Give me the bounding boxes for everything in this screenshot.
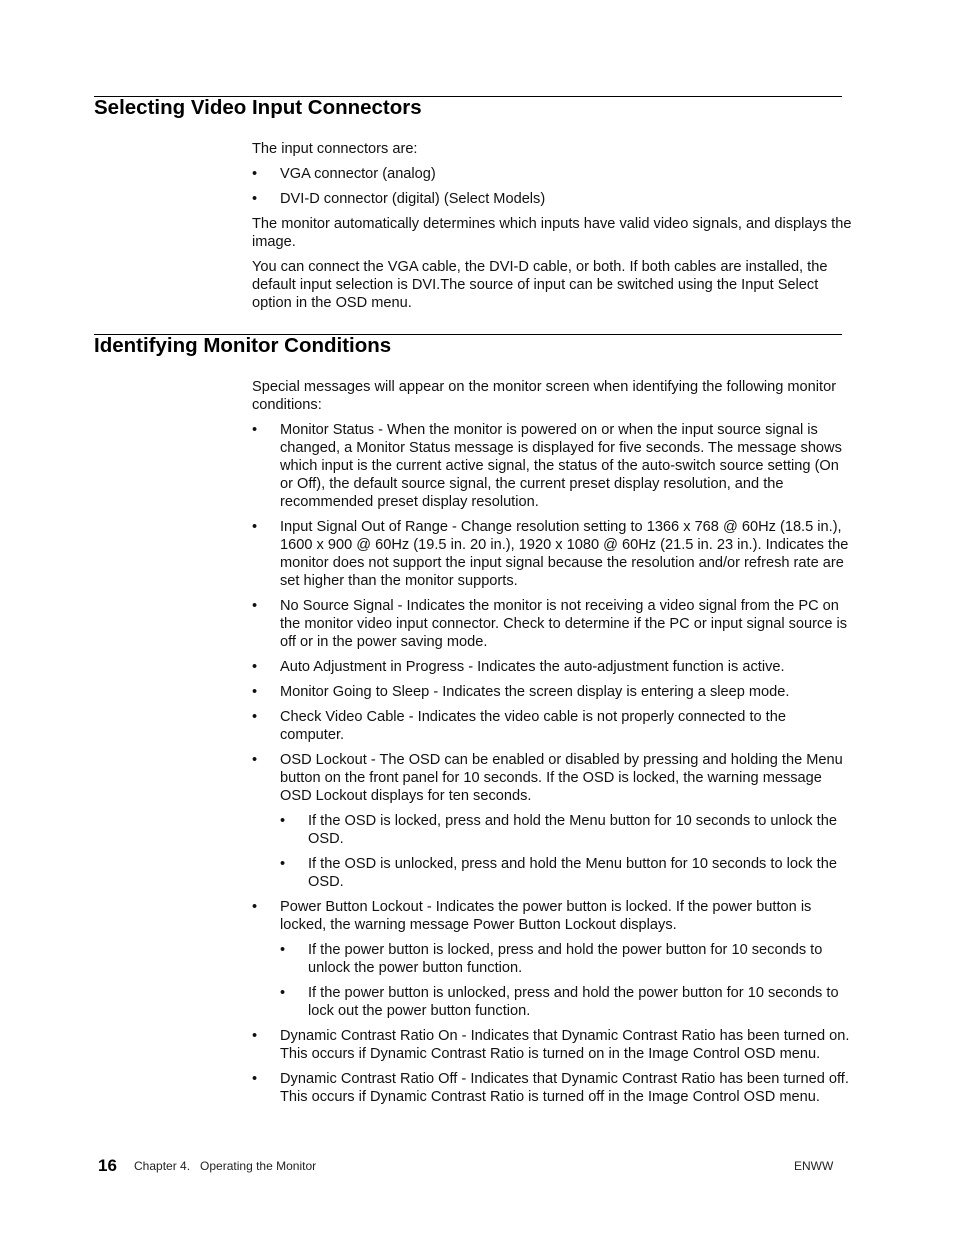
osd-lockout-sublist [280, 812, 852, 891]
list-item [252, 518, 852, 590]
list-item-text: Monitor Status - When the monitor is powered on or when the input source signal is changed, a Monitor Status message is displayed for five seconds. The message shows which input is the current active signal, the status of the auto-switch source setting (On or Off), the default source signal, the current preset display resolution, and the recommended preset display resolution. [280, 422, 842, 510]
bullet-icon: • [252, 899, 258, 915]
bullet-icon: • [252, 598, 258, 614]
list-item [252, 751, 852, 891]
connector-list [252, 165, 852, 208]
conditions-list [252, 421, 852, 1106]
bullet-icon: • [252, 684, 258, 700]
list-item [252, 190, 852, 208]
sub-list-item-text: If the OSD is unlocked, press and hold the Menu button for 10 seconds to lock the OSD. [308, 856, 837, 890]
bullet-icon: • [252, 1071, 258, 1087]
bullet-icon: • [252, 752, 258, 768]
chapter-number: Chapter 4. [134, 1159, 191, 1173]
section-heading-monitor-conditions: Identifying Monitor Conditions [94, 334, 392, 357]
bullet-icon: • [252, 519, 258, 535]
doc-code: ENWW [794, 1159, 834, 1173]
section-body-monitor-conditions [252, 378, 852, 1113]
intro-paragraph: Special messages will appear on the monitor screen when identifying the following monitor conditions: [252, 379, 837, 413]
section-heading-video-input: Selecting Video Input Connectors [94, 96, 422, 119]
sub-list-item [280, 941, 852, 977]
bullet-icon: • [280, 856, 286, 872]
sub-list-item-text: If the OSD is locked, press and hold the Menu button for 10 seconds to unlock the OSD. [308, 813, 837, 847]
list-item [252, 898, 852, 1020]
bullet-icon: • [252, 191, 258, 207]
bullet-icon: • [252, 1028, 258, 1044]
list-item-text: Power Button Lockout - Indicates the power button is locked. If the power button is locked, the warning message Power Button Lockout displays. [280, 899, 812, 933]
sub-list-item-text: If the power button is unlocked, press and hold the power button for 10 seconds to lock out the power button function. [308, 985, 839, 1019]
bullet-icon: • [280, 985, 286, 1001]
list-item [252, 708, 852, 744]
list-item-text: Auto Adjustment in Progress - Indicates the auto-adjustment function is active. [280, 659, 785, 675]
sub-list-item [280, 812, 852, 848]
list-item-text: Input Signal Out of Range - Change resolution setting to 1366 x 768 @ 60Hz (18.5 in.), 1600 x 900 @ 60Hz (19.5 in. 20 in.), 1920 x 1080 @ 60Hz (21.5 in. 23 in.). Indicates the monitor does not support the input signal because the resolution and/or refresh rate are set higher than the monitor supports. [280, 519, 849, 589]
section-body-video-input [252, 140, 852, 319]
list-item-text: OSD Lockout - The OSD can be enabled or disabled by pressing and holding the Menu button on the front panel for 10 seconds. If the OSD is locked, the warning message OSD Lockout displays for ten seconds. [280, 752, 843, 804]
chapter-title: Operating the Monitor [200, 1159, 317, 1173]
bullet-icon: • [252, 709, 258, 725]
list-item-text: DVI-D connector (digital) (Select Models) [280, 191, 546, 207]
body-paragraph: You can connect the VGA cable, the DVI-D cable, or both. If both cables are installed, the default input selection is DVI.The source of input can be switched using the Input Select option in the OSD menu. [252, 259, 828, 311]
page-footer [0, 1156, 954, 1180]
list-item-text: Check Video Cable - Indicates the video cable is not properly connected to the computer. [280, 709, 786, 743]
bullet-icon: • [252, 422, 258, 438]
list-item [252, 1027, 852, 1063]
list-item [252, 165, 852, 183]
intro-paragraph: The input connectors are: [252, 141, 418, 157]
list-item [252, 658, 852, 676]
sub-list-item [280, 855, 852, 891]
list-item [252, 597, 852, 651]
list-item-text: Dynamic Contrast Ratio On - Indicates that Dynamic Contrast Ratio has been turned on. This occurs if Dynamic Contrast Ratio is turned on in the Image Control OSD menu. [280, 1028, 850, 1062]
power-lockout-sublist [280, 941, 852, 1020]
sub-list-item [280, 984, 852, 1020]
list-item [252, 421, 852, 511]
bullet-icon: • [252, 166, 258, 182]
list-item [252, 683, 852, 701]
page-number: 16 [98, 1156, 117, 1175]
sub-list-item-text: If the power button is locked, press and hold the power button for 10 seconds to unlock the power button function. [308, 942, 823, 976]
chapter-reference [134, 1159, 316, 1173]
bullet-icon: • [280, 942, 286, 958]
list-item-text: Monitor Going to Sleep - Indicates the screen display is entering a sleep mode. [280, 684, 790, 700]
list-item [252, 1070, 852, 1106]
bullet-icon: • [252, 659, 258, 675]
list-item-text: VGA connector (analog) [280, 166, 436, 182]
bullet-icon: • [280, 813, 286, 829]
body-paragraph: The monitor automatically determines which inputs have valid video signals, and displays the image. [252, 216, 852, 250]
list-item-text: No Source Signal - Indicates the monitor is not receiving a video signal from the PC on the monitor video input connector. Check to determine if the PC or input signal source is off or in the power saving mode. [280, 598, 848, 650]
list-item-text: Dynamic Contrast Ratio Off - Indicates that Dynamic Contrast Ratio has been turned off. This occurs if Dynamic Contrast Ratio is turned off in the Image Control OSD menu. [280, 1071, 849, 1105]
